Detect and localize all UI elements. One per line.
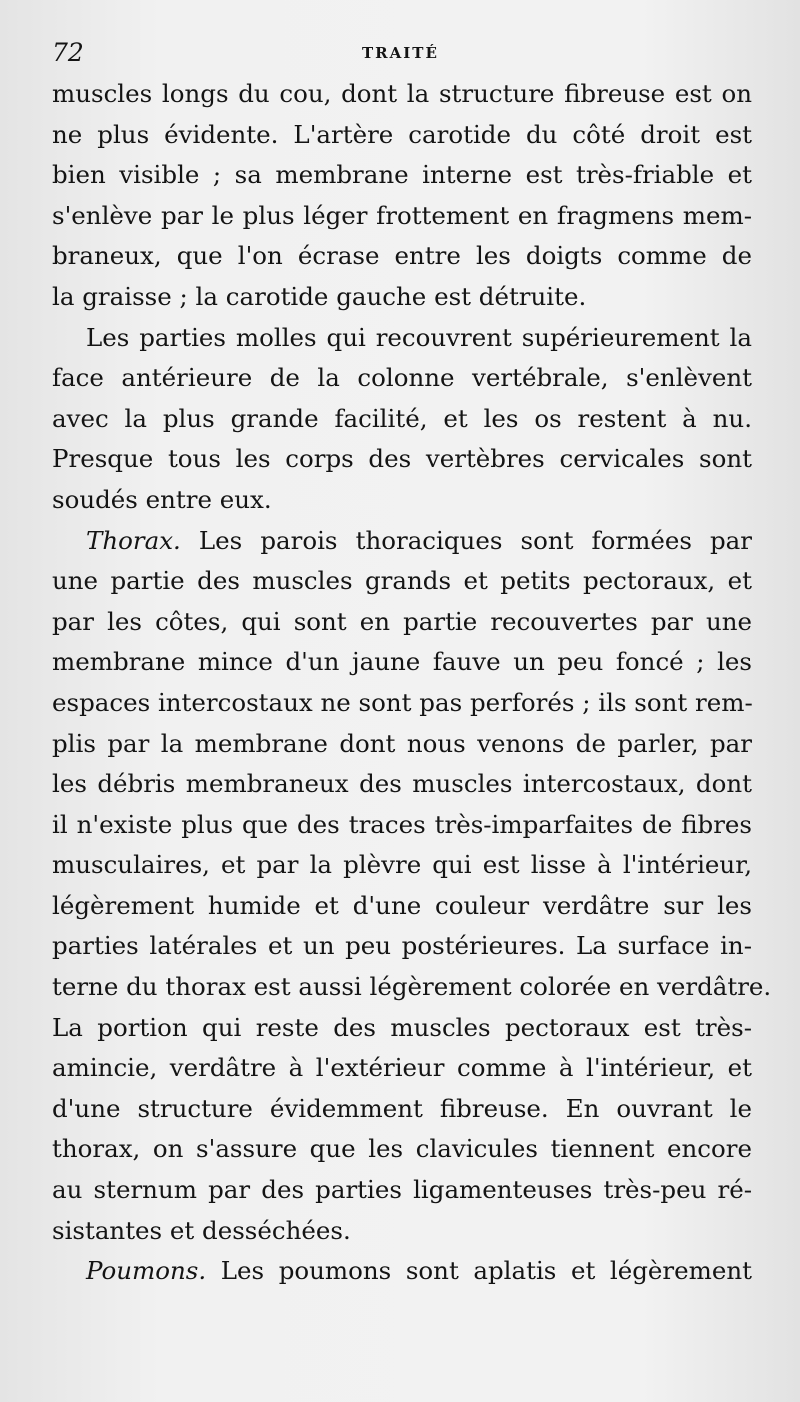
running-title: TRAITÉ — [362, 44, 439, 62]
text-line: muscles longs du cou, dont la structure fibreuse est on — [52, 79, 752, 108]
section-heading-thorax: Thorax. — [86, 525, 181, 555]
text-line: membrane mince d'un jaune fauve un peu foncé ; les — [52, 647, 752, 677]
thorax-remainder: Les parois thoraciques sont formées par — [180, 525, 752, 555]
text-line: légèrement humide et d'une couleur verdâtre sur les — [52, 890, 752, 920]
text-line: par les côtes, qui sont en partie recouvertes par une — [52, 606, 752, 636]
page-number: 72 — [52, 38, 84, 67]
text-line: thorax, on s'assure que les clavicules tiennent encore — [52, 1134, 752, 1164]
text-line-poumons — [52, 1251, 752, 1292]
text-line: d'une structure évidemment fibreuse. En ouvrant le — [52, 1093, 752, 1123]
text-line-thorax — [52, 521, 752, 562]
text-line: musculaires, et par la plèvre qui est lisse à l'intérieur, — [52, 850, 752, 880]
text-line: s'enlève par le plus léger frottement en fragmens mem- — [52, 200, 752, 230]
text-line: braneux, que l'on écrase entre les doigts comme de — [52, 241, 752, 271]
text-line: espaces intercostaux ne sont pas perforés ; ils sont rem- — [52, 687, 753, 717]
text-line: soudés entre eux. — [52, 484, 272, 514]
text-line: avec la plus grande facilité, et les os restent à nu. — [52, 403, 752, 433]
text-line: les débris membraneux des muscles intercostaux, dont — [52, 769, 752, 799]
text-line: La portion qui reste des muscles pectoraux est très- — [52, 1012, 752, 1042]
text-line: il n'existe plus que des traces très-imparfaites de fibres — [52, 809, 752, 839]
page-header — [52, 36, 752, 70]
poumons-remainder: Les poumons sont aplatis et légèrement — [206, 1256, 752, 1286]
text-line: une partie des muscles grands et petits pectoraux, et — [52, 566, 752, 596]
text-line: Les parties molles qui recouvrent supérieurement la — [86, 322, 752, 352]
text-line: plis par la membrane dont nous venons de parler, par — [52, 728, 752, 758]
text-line: parties latérales et un peu postérieures. La surface in- — [52, 931, 752, 961]
section-heading-poumons: Poumons. — [86, 1256, 207, 1286]
text-line: ne plus évidente. L'artère carotide du côté droit est — [52, 119, 752, 149]
body-text — [52, 74, 772, 1292]
text-line: la graisse ; la carotide gauche est détruite. — [52, 281, 587, 311]
text-line: amincie, verdâtre à l'extérieur comme à l'intérieur, et — [52, 1053, 752, 1083]
text-line: Presque tous les corps des vertèbres cervicales sont — [52, 444, 752, 474]
text-line: terne du thorax est aussi légèrement colorée en verdâtre. — [52, 972, 772, 1002]
text-line: bien visible ; sa membrane interne est très-friable et — [52, 160, 752, 190]
text-line: face antérieure de la colonne vertébrale, s'enlèvent — [52, 363, 752, 393]
text-line: au sternum par des parties ligamenteuses très-peu ré- — [52, 1175, 752, 1205]
text-line: sistantes et desséchées. — [52, 1215, 351, 1245]
